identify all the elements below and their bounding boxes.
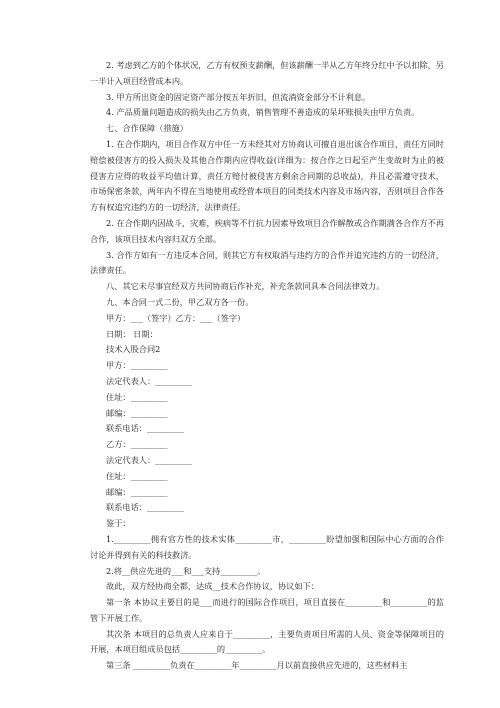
party-b-address-field: 住址：_________ bbox=[106, 470, 168, 481]
paragraph-depreciation: 3. 甲方所出资金的固定资产部分按五年折旧，但流淌资金部分不计利息。 bbox=[106, 91, 371, 102]
article-2: 其次条 本项目的总负责人应来自于_________，主要负责项目所需的人员、资金等保障项目的开展，本项目组成员包括_________的_________。 bbox=[90, 628, 444, 655]
paragraph-loss-responsibility: 4. 产品质量问题造成的损失由乙方负责，销售管理不善造成的呆坏账损失由甲方负责。 bbox=[106, 107, 420, 118]
date-line: 日期： 日期： bbox=[106, 328, 158, 339]
party-b-representative-field: 法定代表人：_________ bbox=[106, 454, 192, 465]
paragraph-breach: 3. 合作方如有一方违反本合同，则其它方有权取消与违约方的合作并追究违约方的一切经济，法律责任。 bbox=[90, 249, 444, 276]
party-a-representative-field: 法定代表人：_________ bbox=[106, 375, 192, 386]
paragraph-withdrawal-penalty: 1. 在合作期内，项目合作双方中任一方未经其对方协商认可擅自退出该合作项目，责任方同时赔偿被侵害方的投入损失及其他合作期内应得收益(详细为：按合作之日起至产生变故时为止的被侵害方应得的收益平均值计算，责任方赔付被侵害方剩余合同期的总收益)，并且必需遵守技术，市场保密条款，两年内不得在当地使用或经营本项目的同类技术内容及市场内容，否则项目合作各方有权追究违约方的一切经济，法律责任。 bbox=[90, 138, 444, 213]
party-b-field: 乙方：_________ bbox=[106, 439, 168, 450]
paragraph-force-majeure: 2. 在合作期内因战斗，灾难，疾病等不行抗力因素导致项目合作解散或合作期满各合作方不再合作，该项目技术内容归双方全部。 bbox=[90, 217, 444, 244]
whereas-item-1: 1._________拥有官方性的技术实体_________市，_________盼望加强和国际中心方面的合作讨论并得到有关的科技救济。 bbox=[90, 533, 444, 560]
party-a-field: 甲方：_________ bbox=[106, 360, 168, 371]
agreement-intro: 故此，双方经协商全都，达成__技术合作协议，协议如下： bbox=[106, 581, 319, 592]
signature-line: 甲方：___（签字）乙方：___（签字） bbox=[106, 312, 246, 323]
party-a-address-field: 住址：_________ bbox=[106, 391, 168, 402]
paragraph-copies: 九、本合同一式二份，甲乙双方各一份。 bbox=[106, 296, 254, 307]
paragraph-supplement: 八、其它未尽事宜经双方共同协商后作补充，补充条款同具本合同法律效力。 bbox=[106, 281, 385, 292]
party-a-postcode-field: 邮编：_________ bbox=[106, 407, 168, 418]
whereas-item-2: 2.将__供应先进的___和___支持_________。 bbox=[106, 565, 266, 576]
article-3: 第三条 _________负责在_________年_________月以前直接供应先进的，这些材料主 bbox=[106, 660, 408, 671]
paragraph-profit-advance: 2. 考虑到乙方的个体状况，乙方有权预支薪酬，但该薪酬一半从乙方年终分红中予以扣除，另一半计入项目经营成本内。 bbox=[90, 60, 444, 86]
contract-2-title: 技术入股合同2 bbox=[106, 344, 161, 355]
party-b-postcode-field: 邮编：_________ bbox=[106, 486, 168, 497]
section-heading-guarantee: 七、合作保障（措施） bbox=[106, 123, 188, 134]
whereas-heading: 鉴于： bbox=[106, 518, 131, 529]
party-a-phone-field: 联系电话：_________ bbox=[106, 423, 184, 434]
party-b-phone-field: 联系电话：_________ bbox=[106, 502, 184, 513]
article-1: 第一条 本协议主要目的是___而进行的国际合作项目，项目直接在_________和_________的监管下开展工作。 bbox=[90, 597, 444, 623]
